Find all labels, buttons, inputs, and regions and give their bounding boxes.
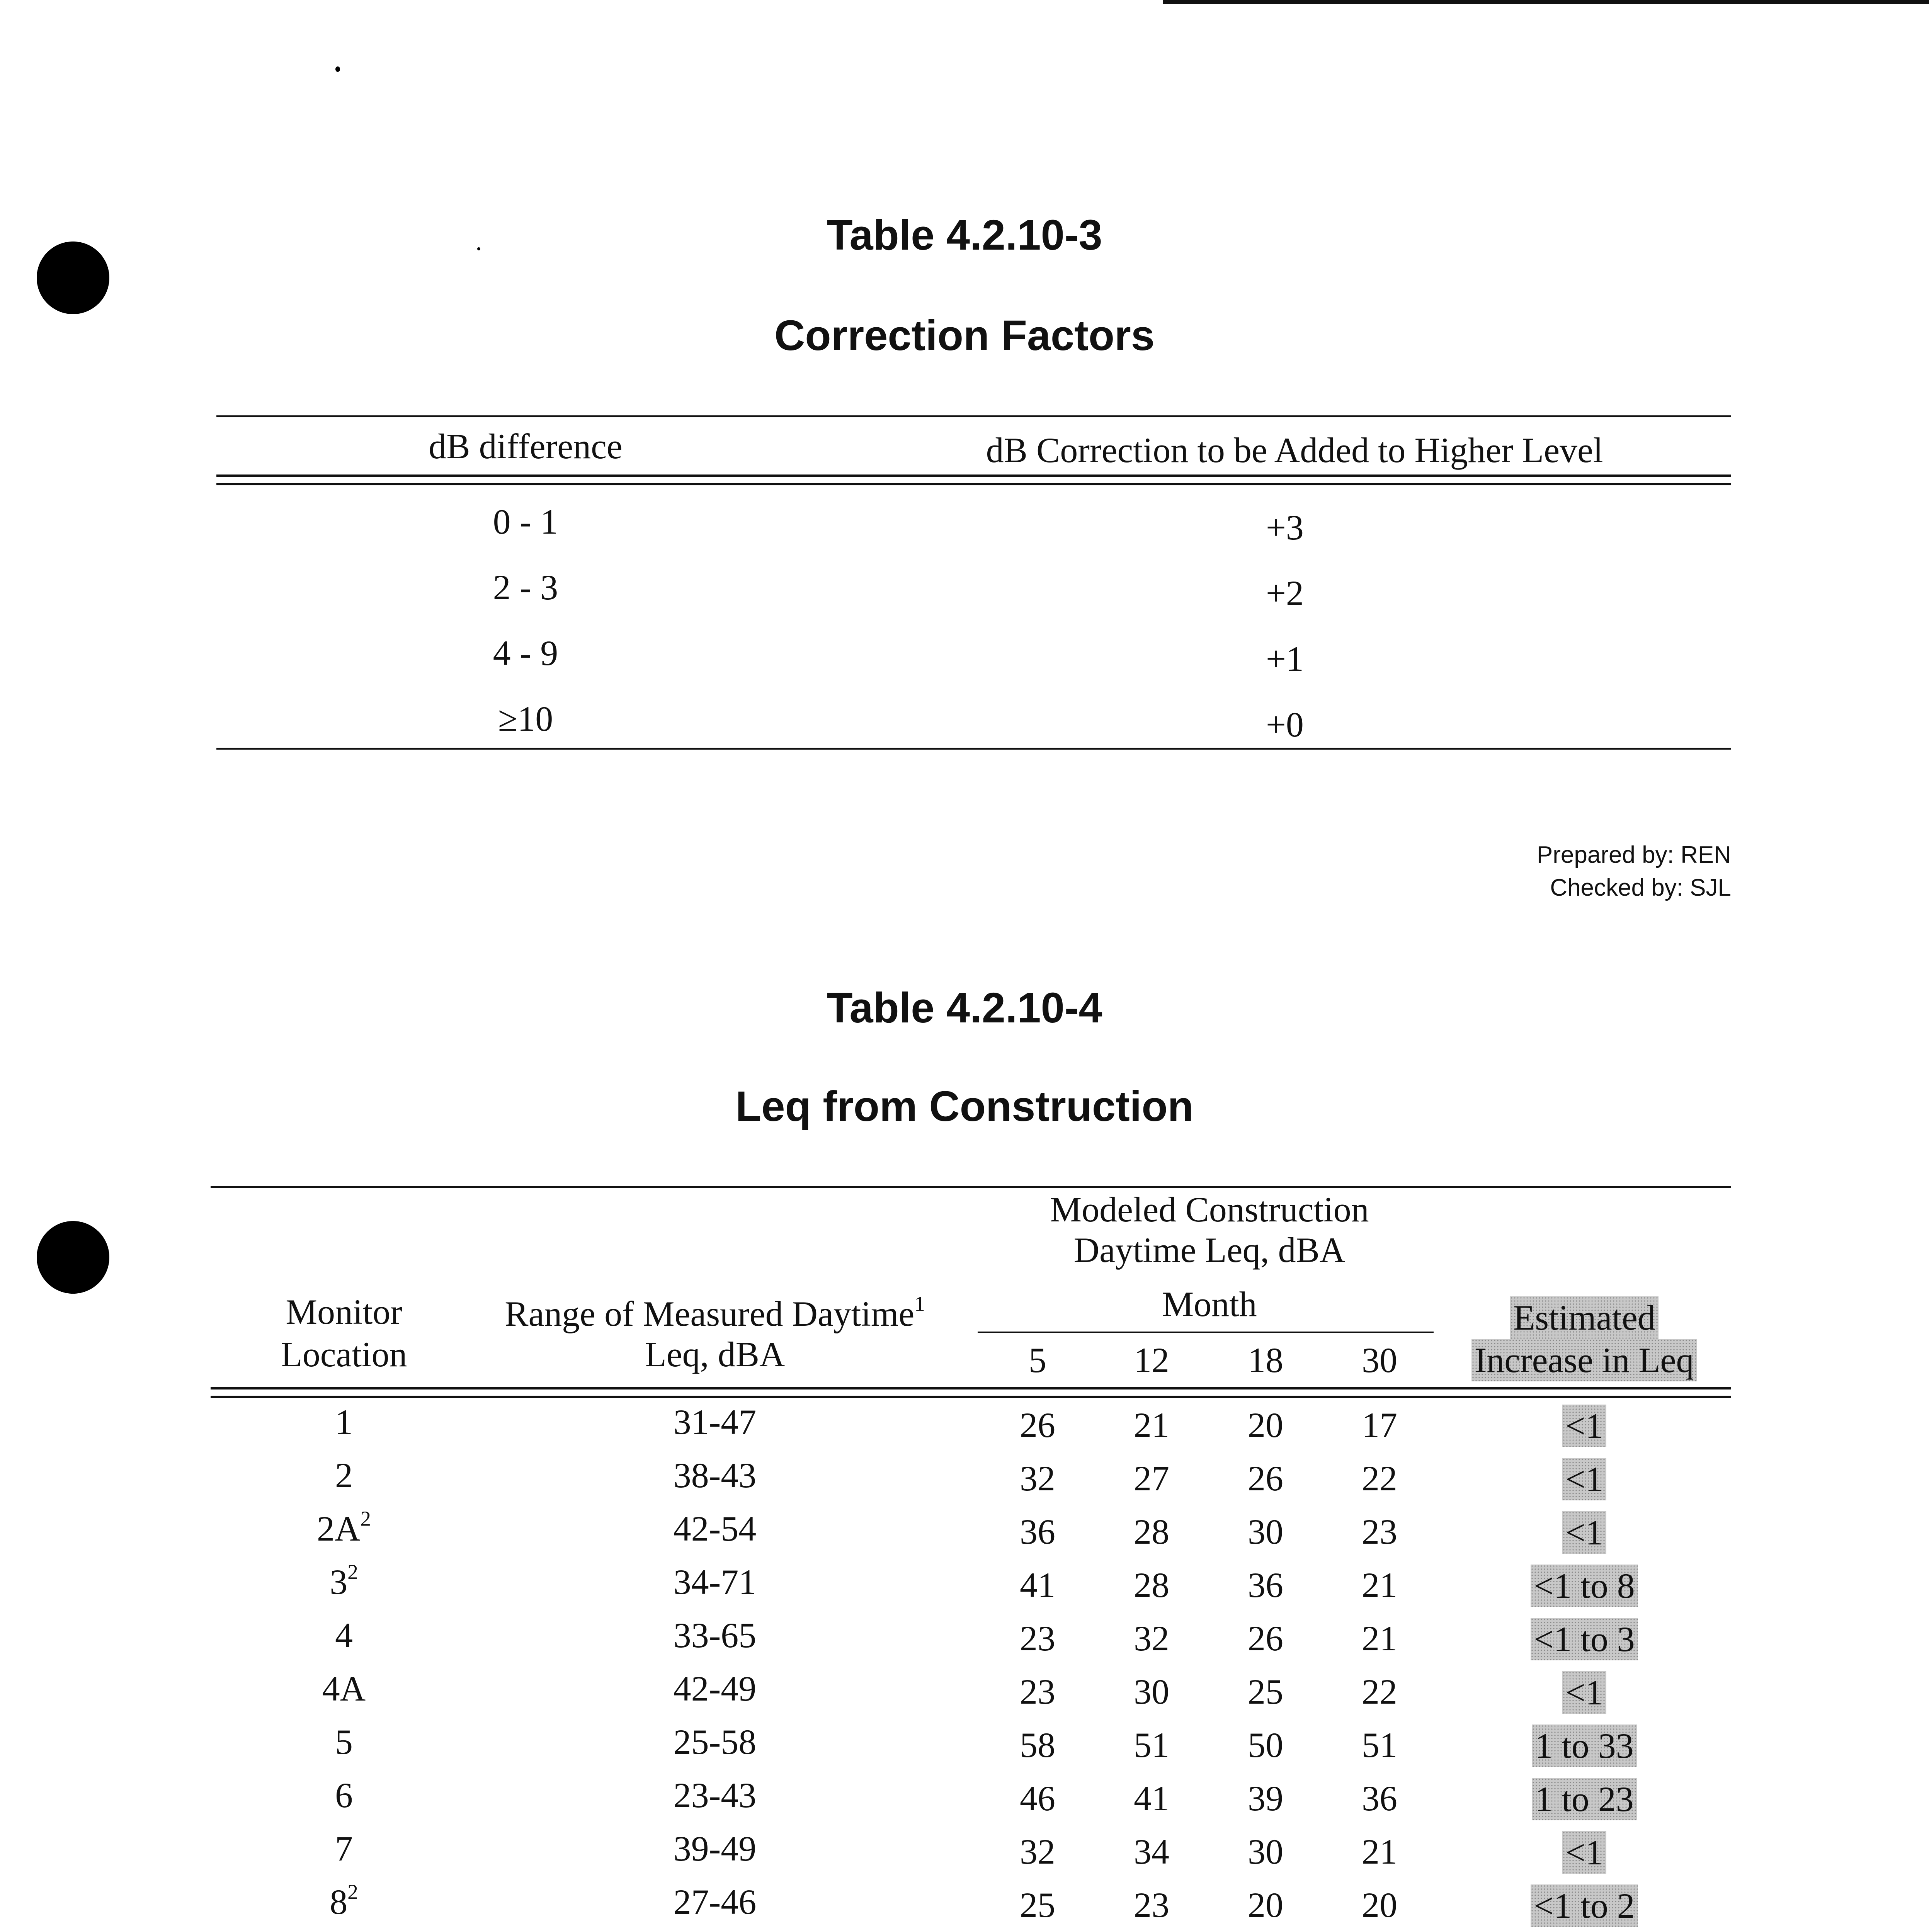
monitor-location-sup: 2 [360, 1507, 371, 1531]
measured-range-cell: 25-58 [673, 1722, 757, 1762]
modeled-leq-cell: 30 [1248, 1512, 1283, 1551]
estimated-increase-cell-text: 1 to 33 [1532, 1725, 1637, 1767]
increase-header-line2 [1449, 1339, 1720, 1381]
estimated-increase-cell-text: <1 [1562, 1671, 1606, 1714]
estimated-increase-cell-text: <1 [1562, 1458, 1606, 1500]
monitor-location-cell [228, 1774, 460, 1816]
table-3-number: Table 4.2.10-3 [827, 211, 1102, 259]
estimated-increase-cell-text: <1 to 8 [1531, 1565, 1638, 1607]
measured-range-cell: 42-49 [673, 1669, 757, 1708]
modeled-leq-cell: 23 [1020, 1672, 1055, 1711]
modeled-leq-cell: 17 [1362, 1405, 1397, 1445]
table-3-title: Correction Factors [774, 312, 1155, 359]
table-3-cell-correction: +0 [1266, 705, 1304, 744]
modeled-leq-cell: 39 [1248, 1779, 1283, 1818]
modeled-leq-cell: 20 [1362, 1885, 1397, 1925]
range-header-line1 [464, 1293, 966, 1335]
modeled-leq-cell: 36 [1362, 1779, 1397, 1818]
modeled-leq-cell: 51 [1134, 1725, 1169, 1765]
modeled-leq-cell: 36 [1020, 1512, 1055, 1551]
table-3-top-rule [216, 415, 1731, 417]
increase-header-text2: Increase in Leq [1471, 1339, 1697, 1381]
monitor-location-cell [228, 1614, 460, 1656]
estimated-increase-cell-text: <1 to 3 [1531, 1618, 1638, 1660]
table-3-prepared-by: Prepared by: REN [1536, 842, 1731, 868]
table-3-cell-difference: 0 - 1 [493, 502, 558, 541]
modeled-leq-cell: 46 [1020, 1779, 1055, 1818]
month-column-header: 18 [1248, 1340, 1283, 1380]
modeled-leq-cell: 51 [1362, 1725, 1397, 1765]
monitor-location-cell [228, 1667, 460, 1710]
measured-range-cell: 27-46 [673, 1882, 757, 1922]
modeled-leq-cell: 32 [1020, 1459, 1055, 1498]
modeled-leq-cell: 41 [1020, 1565, 1055, 1605]
top-edge-rule [1163, 0, 1929, 4]
scan-speck [335, 66, 340, 72]
modeled-leq-cell: 32 [1020, 1832, 1055, 1871]
table-3-cell-difference: 2 - 3 [493, 568, 558, 607]
estimated-increase-cell-text: <1 to 2 [1531, 1884, 1638, 1927]
modeled-leq-cell: 21 [1362, 1832, 1397, 1871]
modeled-header-line1: Modeled Construction [1050, 1190, 1369, 1229]
monitor-location-text: 2A [316, 1509, 361, 1548]
table-3-cell-correction: +1 [1266, 639, 1304, 679]
modeled-leq-cell: 23 [1362, 1512, 1397, 1551]
monitor-location-text: 7 [335, 1829, 353, 1868]
table-4-number: Table 4.2.10-4 [827, 984, 1102, 1032]
estimated-increase-cell [1449, 1831, 1720, 1874]
monitor-location-text: 6 [335, 1776, 353, 1815]
monitor-location-text: 4A [322, 1669, 366, 1708]
estimated-increase-cell-text: 1 to 23 [1532, 1778, 1637, 1820]
modeled-header-line2: Daytime Leq, dBA [1073, 1230, 1346, 1270]
month-header-rule [978, 1332, 1434, 1333]
measured-range-cell: 23-43 [673, 1776, 757, 1815]
table-4-header-rule [211, 1396, 1731, 1398]
range-header-sup: 1 [914, 1292, 925, 1316]
month-column-header: 5 [1029, 1340, 1046, 1380]
table-3-checked-by: Checked by: SJL [1550, 874, 1731, 901]
monitor-location-text: 5 [335, 1722, 353, 1762]
table-3-cell-difference: ≥10 [498, 699, 553, 738]
estimated-increase-cell-text: <1 [1562, 1511, 1606, 1554]
range-header-text: Range of Measured Daytime [505, 1294, 915, 1333]
monitor-location-sup: 2 [347, 1560, 358, 1584]
estimated-increase-cell [1449, 1778, 1720, 1820]
table-3-header-rule [216, 474, 1731, 477]
modeled-leq-cell: 25 [1020, 1885, 1055, 1925]
monitor-location-cell [228, 1561, 460, 1603]
modeled-leq-cell: 22 [1362, 1459, 1397, 1498]
modeled-leq-cell: 26 [1248, 1459, 1283, 1498]
estimated-increase-cell [1449, 1511, 1720, 1554]
modeled-leq-cell: 50 [1248, 1725, 1283, 1765]
modeled-leq-cell: 28 [1134, 1565, 1169, 1605]
estimated-increase-cell [1449, 1405, 1720, 1447]
estimated-increase-cell-text: <1 [1562, 1831, 1606, 1874]
monitor-location-cell [228, 1881, 460, 1923]
modeled-leq-cell: 32 [1134, 1619, 1169, 1658]
modeled-leq-cell: 21 [1134, 1405, 1169, 1445]
modeled-leq-cell: 20 [1248, 1885, 1283, 1925]
table-3-bottom-rule [216, 748, 1731, 750]
estimated-increase-cell [1449, 1671, 1720, 1714]
estimated-increase-cell [1449, 1725, 1720, 1767]
modeled-leq-cell: 23 [1134, 1885, 1169, 1925]
month-column-header: 12 [1134, 1340, 1169, 1380]
modeled-leq-cell: 26 [1020, 1405, 1055, 1445]
measured-range-cell: 33-65 [673, 1616, 757, 1655]
modeled-leq-cell: 21 [1362, 1619, 1397, 1658]
increase-header-text1: Estimated [1510, 1296, 1659, 1339]
modeled-leq-cell: 36 [1248, 1565, 1283, 1605]
modeled-leq-cell: 22 [1362, 1672, 1397, 1711]
modeled-leq-cell: 26 [1248, 1619, 1283, 1658]
month-column-header: 30 [1362, 1340, 1397, 1380]
modeled-leq-cell: 58 [1020, 1725, 1055, 1765]
monitor-location-text: 2 [335, 1456, 353, 1495]
measured-range-cell: 42-54 [673, 1509, 757, 1548]
increase-header-line1 [1449, 1296, 1720, 1339]
estimated-increase-cell [1449, 1884, 1720, 1927]
table-3-cell-correction: +3 [1266, 508, 1304, 547]
table-4-title: Leq from Construction [735, 1083, 1194, 1130]
monitor-location-text: 4 [335, 1616, 353, 1655]
modeled-leq-cell: 30 [1134, 1672, 1169, 1711]
modeled-leq-cell: 41 [1134, 1779, 1169, 1818]
monitor-location-cell [228, 1827, 460, 1870]
measured-range-cell: 34-71 [673, 1562, 757, 1602]
monitor-location-cell [228, 1507, 460, 1550]
modeled-leq-cell: 20 [1248, 1405, 1283, 1445]
modeled-leq-cell: 30 [1248, 1832, 1283, 1871]
monitor-location-text: 8 [330, 1882, 348, 1922]
monitor-location-cell [228, 1721, 460, 1763]
monitor-header-line1: Monitor [286, 1292, 402, 1332]
monitor-location-cell [228, 1454, 460, 1497]
table-3-cell-difference: 4 - 9 [493, 633, 558, 673]
table-4-header-rule [211, 1387, 1731, 1389]
modeled-leq-cell: 25 [1248, 1672, 1283, 1711]
measured-range-cell: 38-43 [673, 1456, 757, 1495]
monitor-location-text: 1 [335, 1402, 353, 1442]
table-3-header-difference: dB difference [429, 427, 623, 466]
monitor-location-sup: 2 [347, 1880, 358, 1904]
modeled-leq-cell: 28 [1134, 1512, 1169, 1551]
monitor-location-text: 3 [330, 1562, 348, 1602]
monitor-location-cell [228, 1401, 460, 1443]
estimated-increase-cell [1449, 1618, 1720, 1660]
modeled-leq-cell: 27 [1134, 1459, 1169, 1498]
table-3-cell-correction: +2 [1266, 573, 1304, 613]
monitor-header-line2: Location [281, 1335, 407, 1374]
table-3-header-rule [216, 483, 1731, 485]
estimated-increase-cell [1449, 1565, 1720, 1607]
month-header: Month [1162, 1284, 1257, 1324]
modeled-leq-cell: 23 [1020, 1619, 1055, 1658]
measured-range-cell: 31-47 [673, 1402, 757, 1442]
measured-range-cell: 39-49 [673, 1829, 757, 1868]
table-3-header-correction: dB Correction to be Added to Higher Level [986, 430, 1603, 470]
modeled-leq-cell: 34 [1134, 1832, 1169, 1871]
range-header-line2: Leq, dBA [645, 1335, 785, 1374]
estimated-increase-cell [1449, 1458, 1720, 1500]
binder-hole-middle [37, 1221, 109, 1294]
estimated-increase-cell-text: <1 [1562, 1405, 1606, 1447]
modeled-leq-cell: 21 [1362, 1565, 1397, 1605]
